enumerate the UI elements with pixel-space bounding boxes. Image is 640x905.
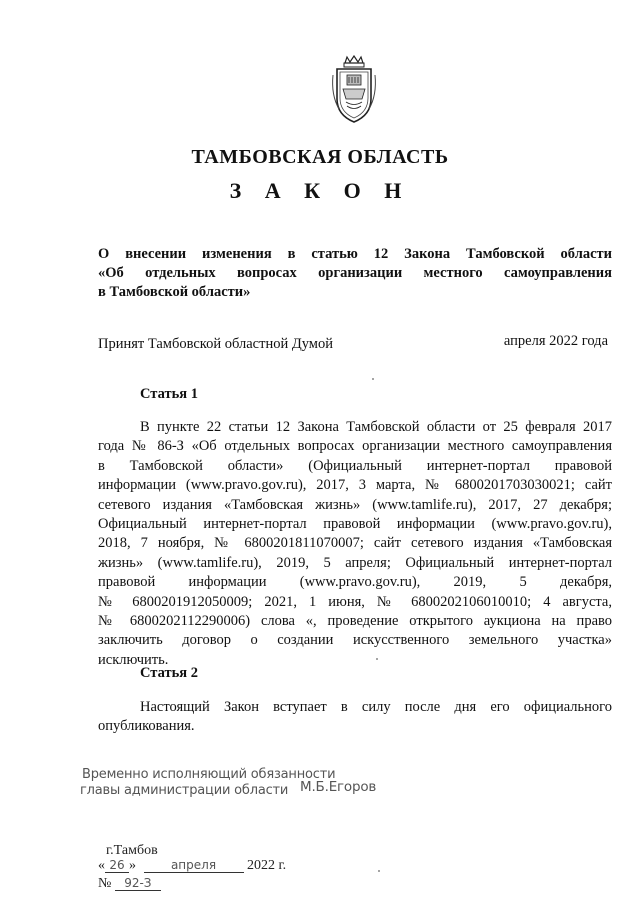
scan-speck	[376, 658, 378, 660]
article-1-line: в Тамбовской области» (Официальный интернет-портал правовой	[98, 457, 612, 474]
region-name: ТАМБОВСКАЯ ОБЛАСТЬ	[191, 146, 449, 168]
article-1-body	[98, 418, 612, 670]
signatory-title-line-2: главы администрации области	[80, 783, 289, 798]
article-1-line: Официальный интернет-портал правовой информации (www.pravo.gov.ru),	[98, 516, 612, 533]
article-2-heading: Статья 2	[140, 665, 198, 681]
coat-of-arms-icon	[329, 55, 379, 125]
adoption-date: апреля 2022 года	[503, 333, 608, 349]
close-quote: »	[129, 858, 136, 873]
adoption-text: Принят Тамбовской областной Думой	[98, 336, 333, 352]
date-month: апреля	[144, 858, 244, 873]
law-title	[98, 245, 612, 302]
number-value: 92-З	[115, 876, 161, 891]
scan-speck	[378, 870, 380, 872]
law-title-line: «Об отдельных вопросах организации местного самоуправления	[98, 265, 612, 281]
number-label: №	[98, 876, 112, 891]
signatory-name: М.Б.Егоров	[300, 779, 377, 795]
article-1-line: исключить.	[98, 651, 169, 668]
law-title-line: в Тамбовской области»	[98, 284, 251, 300]
document-type: З А К О Н	[229, 178, 411, 203]
article-1-line: правовой информации (www.pravo.gov.ru), 2019, 5 декабря,	[98, 574, 612, 591]
article-2-line: опубликования.	[98, 718, 195, 735]
date-day: 26	[105, 858, 129, 873]
date-year: 2022 г.	[247, 858, 287, 873]
article-1-line: информации (www.pravo.gov.ru), 2017, 3 марта, № 6800201703030021; сайт	[98, 477, 612, 494]
article-1-line: года № 86-З «Об отдельных вопросах организации местного самоуправления	[98, 438, 612, 455]
article-2-body	[98, 698, 612, 737]
law-number	[98, 876, 161, 892]
article-1-line: 2018, 7 ноября, № 6800201811070007; сайт сетевого издания «Тамбовская	[98, 535, 612, 552]
open-quote: «	[98, 858, 105, 873]
article-2-line: Настоящий Закон вступает в силу после дня его официального	[140, 699, 612, 715]
article-1-line: сетевого издания «Тамбовская жизнь» (www.tamlife.ru), 2017, 27 декабря;	[98, 496, 612, 513]
article-1-line: жизнь» (www.tamlife.ru), 2019, 5 апреля; Официальный интернет-портал	[98, 554, 612, 571]
article-1-heading: Статья 1	[140, 386, 198, 402]
scan-speck	[372, 378, 374, 380]
article-1-line: № 6800202112290006) слова «, проведение открытого аукциона на право	[98, 613, 612, 630]
place-of-signing: г.Тамбов	[106, 843, 158, 858]
signing-date	[98, 858, 286, 874]
article-1-line: В пункте 22 статьи 12 Закона Тамбовской области от 25 февраля 2017	[140, 419, 612, 435]
law-title-line: О внесении изменения в статью 12 Закона Тамбовской области	[98, 246, 612, 262]
article-1-line: № 6800201912050009; 2021, 1 июня, № 6800202106010010; 4 августа,	[98, 593, 612, 610]
article-1-line: заключить договор о создании искусственного земельного участка»	[98, 632, 612, 649]
signatory-title-line-1: Временно исполняющий обязанности	[82, 767, 336, 782]
